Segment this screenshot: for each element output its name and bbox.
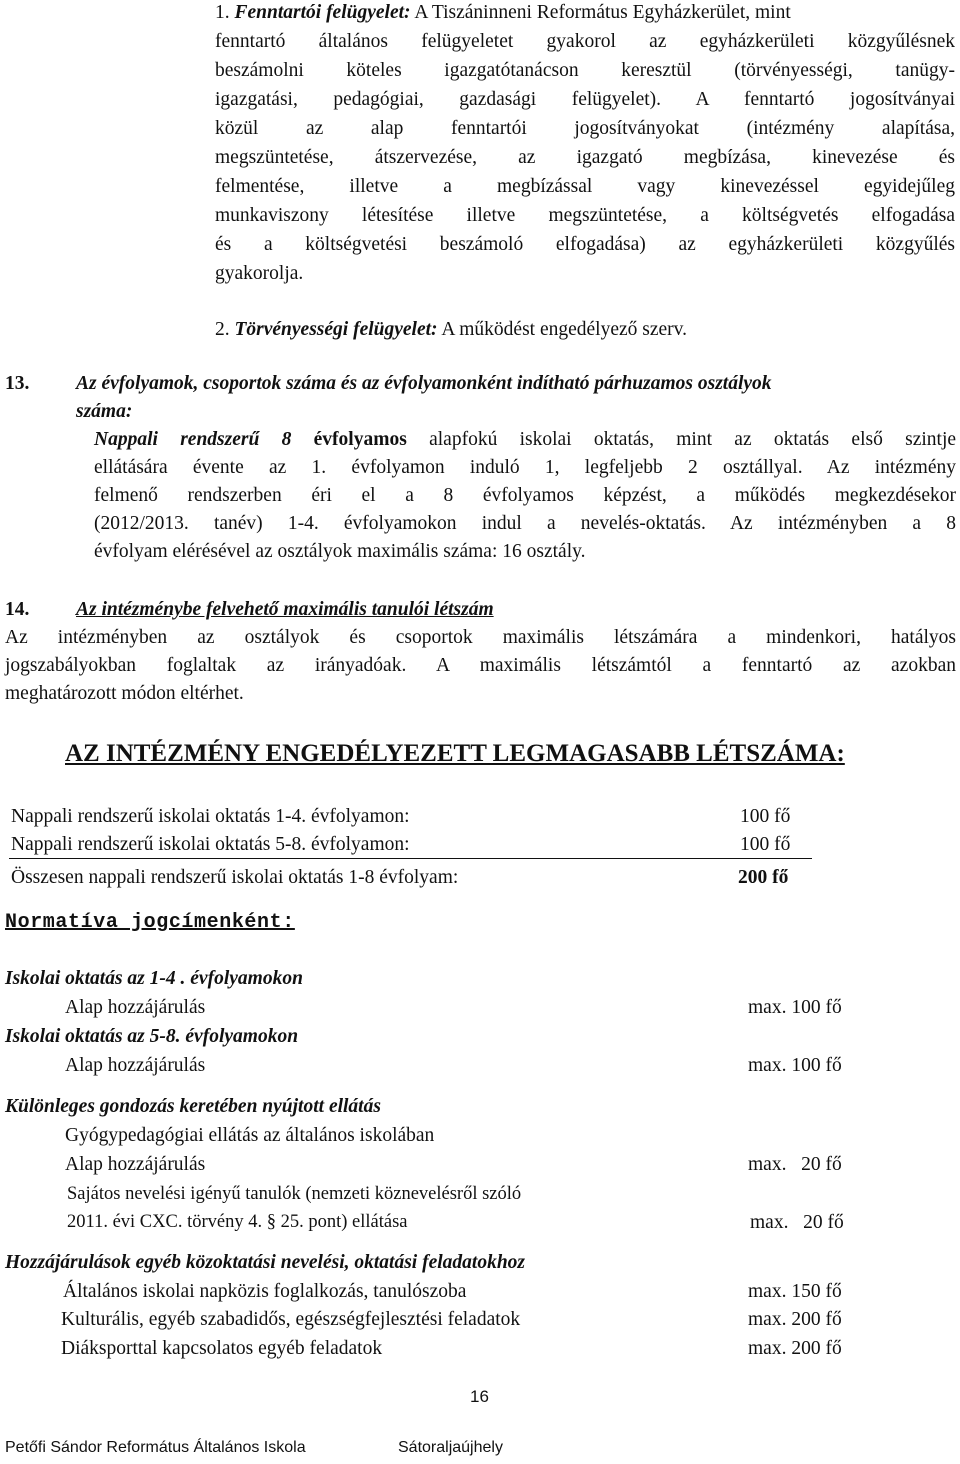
section-14-line: Az intézményben az osztályok és csoportok maximális létszámára a mindenkori, hatályos	[5, 627, 956, 648]
page-number: 16	[470, 1387, 489, 1406]
capacity-title-main: AZ INTÉZMÉNY ENGEDÉLYEZETT LEGMAGASABB LÉTSZÁMA	[65, 740, 837, 767]
section-1-line: fenntartó általános felügyeletet gyakorol az egyházkerületi közgyűlésnek	[215, 31, 955, 52]
section-13-line: ellátására évente az 1. évfolyamon induló 1, legfeljebb 2 osztállyal. Az intézmény	[94, 457, 956, 478]
section-14-line: meghatározott módon eltérhet.	[5, 683, 244, 704]
section-13-bold-word: évfolyamos	[313, 429, 407, 450]
normativa-item-value: max. 200 fő	[748, 1309, 842, 1330]
section-13-line: (2012/2013. tanév) 1-4. évfolyamokon indul a nevelés-oktatás. Az intézményben a 8	[94, 513, 956, 534]
normativa-item: Kulturális, egyéb szabadidős, egészségfejlesztési feladatok	[61, 1309, 521, 1330]
section-13-number: 13.	[5, 373, 30, 394]
section-2	[215, 319, 687, 341]
section-13-heading: Az évfolyamok, csoportok száma és az évfolyamonként indítható párhuzamos osztályok	[76, 373, 772, 394]
section-1-line: gyakorolja.	[215, 263, 304, 284]
capacity-total-divider	[9, 858, 812, 859]
capacity-total-value: 200 fő	[738, 867, 789, 888]
normativa-item-value: max. 100 fő	[748, 1055, 842, 1076]
section-1-line: és a költségvetési beszámoló elfogadása) az egyházkerületi közgyűlés	[215, 234, 955, 255]
capacity-total-label: Összesen nappali rendszerű iskolai oktatás 1-8 évfolyam:	[11, 867, 459, 888]
section-1-line: igazgatási, pedagógiai, gazdasági felügyelet). A fenntartó jogosítványai	[215, 89, 955, 110]
normativa-item-value: max. 100 fő	[748, 997, 842, 1018]
capacity-row-label: Nappali rendszerű iskolai oktatás 1-4. évfolyamon:	[11, 806, 410, 827]
section-2-title: Törvényességi felügyelet:	[234, 319, 438, 340]
normativa-group-title: Hozzájárulások egyéb közoktatási nevelési, oktatási feladatokhoz	[5, 1252, 525, 1273]
section-13-first-rest: alapfokú iskolai oktatás, mint az oktatás első szintje	[429, 429, 957, 450]
normativa-item: Általános iskolai napközis foglalkozás, tanulószoba	[63, 1281, 467, 1302]
capacity-row-label: Nappali rendszerű iskolai oktatás 5-8. évfolyamon:	[11, 834, 410, 855]
normativa-special-line: 2011. évi CXC. törvény 4. § 25. pont) ellátása	[67, 1212, 408, 1232]
normativa-item-value: max. 20 fő	[748, 1154, 842, 1175]
normativa-heading: Normatíva jogcímenként:	[5, 911, 295, 934]
capacity-row-value: 100 fő	[740, 834, 791, 855]
section-1-number: 1.	[215, 2, 230, 23]
capacity-title-colon: :	[836, 740, 845, 767]
footer-school-name: Petőfi Sándor Református Általános Iskola	[5, 1439, 306, 1456]
footer-city: Sátoraljaújhely	[398, 1439, 503, 1456]
section-1-line-0: A Tiszáninneni Református Egyházkerület, mint	[414, 2, 791, 23]
normativa-special-line: Sajátos nevelési igényű tanulók (nemzeti köznevelésről szóló	[67, 1184, 522, 1204]
normativa-item-value: max. 200 fő	[748, 1338, 842, 1359]
normativa-group-title: Iskolai oktatás az 5-8. évfolyamokon	[5, 1026, 299, 1047]
section-13-line: felmenő rendszerben éri el a 8 évfolyamos képzést, a működés megkezdésekor	[94, 485, 956, 506]
section-1-line: munkaviszony létesítése illetve megszüntetése, a költségvetés elfogadása	[215, 205, 955, 226]
section-1-line: beszámolni köteles igazgatótanácson keresztül (törvényességi, tanügy-	[215, 60, 955, 81]
normativa-group-title: Iskolai oktatás az 1-4 . évfolyamokon	[5, 968, 303, 989]
section-13-heading-cont: száma:	[76, 401, 133, 422]
section-14-number: 14.	[5, 599, 30, 620]
section-13-italic-lead: Nappali rendszerű 8	[94, 429, 292, 450]
normativa-item: Alap hozzájárulás	[65, 997, 206, 1018]
normativa-subtitle: Gyógypedagógiai ellátás az általános iskolában	[65, 1125, 435, 1146]
normativa-item: Alap hozzájárulás	[65, 1154, 206, 1175]
section-13-line: évfolyam elérésével az osztályok maximális száma: 16 osztály.	[94, 541, 586, 562]
normativa-item-value: max. 20 fő	[750, 1212, 844, 1233]
capacity-title	[65, 740, 845, 768]
section-14-heading: Az intézménybe felvehető maximális tanulói létszám	[76, 599, 494, 620]
section-13-line-1	[94, 429, 956, 451]
section-1-line: közül az alap fenntartói jogosítványokat (intézmény alapítása,	[215, 118, 955, 139]
section-2-text: A működést engedélyező szerv.	[441, 319, 688, 340]
section-1-line: megszüntetése, átszervezése, az igazgató megbízása, kinevezése és	[215, 147, 955, 168]
section-14-line: jogszabályokban foglaltak az irányadóak. A maximális létszámtól a fenntartó az azokban	[5, 655, 956, 676]
normativa-group-title: Különleges gondozás keretében nyújtott ellátás	[5, 1096, 381, 1117]
section-2-number: 2.	[215, 319, 230, 340]
normativa-item: Alap hozzájárulás	[65, 1055, 206, 1076]
normativa-item-value: max. 150 fő	[748, 1281, 842, 1302]
section-1-line-1	[215, 2, 955, 24]
normativa-item: Diáksporttal kapcsolatos egyéb feladatok	[61, 1338, 383, 1359]
section-1-title: Fenntartói felügyelet:	[234, 2, 411, 23]
capacity-row-value: 100 fő	[740, 806, 791, 827]
section-1-line: felmentése, illetve a megbízással vagy kinevezéssel egyidejűleg	[215, 176, 955, 197]
